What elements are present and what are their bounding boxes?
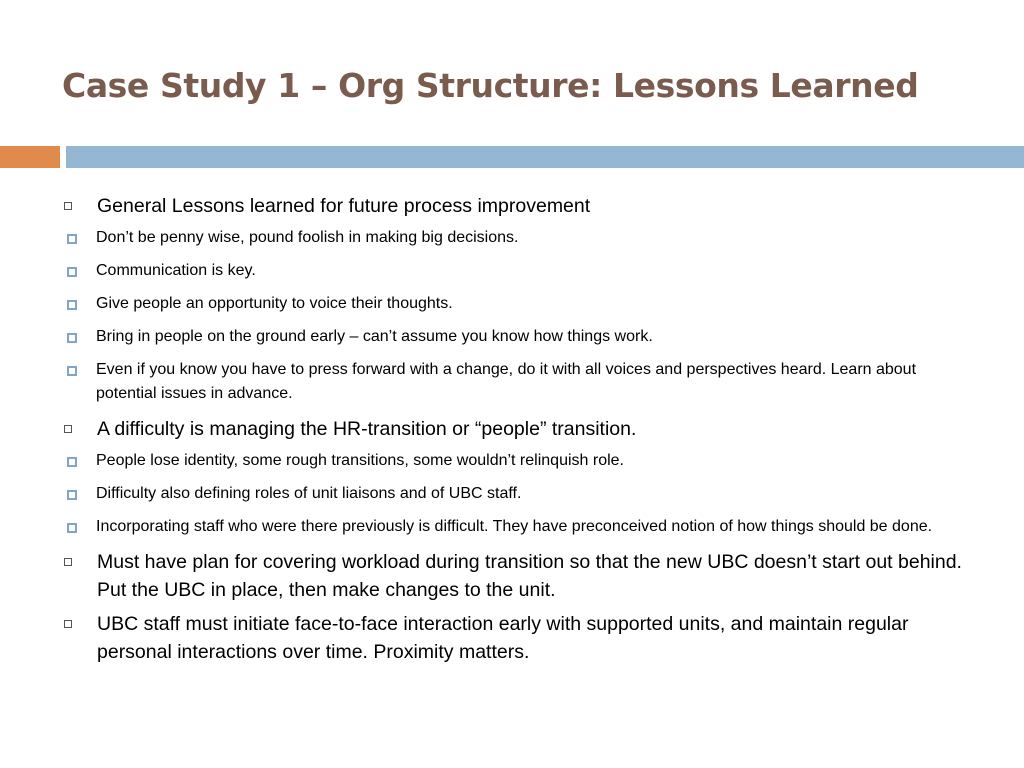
sub-bullet-item — [60, 259, 972, 283]
square-bullet-icon — [67, 366, 77, 376]
square-bullet-icon — [67, 457, 77, 467]
hollow-square-bullet-icon — [64, 202, 72, 210]
square-bullet-icon — [67, 333, 77, 343]
sub-bullet-text: Bring in people on the ground early – can’t assume you know how things work. — [96, 328, 653, 345]
bullet-item — [60, 192, 972, 220]
bullet-item — [60, 548, 972, 604]
sub-bullet-item — [60, 515, 972, 539]
sub-bullet-item — [60, 358, 972, 406]
slide-title: Case Study 1 – Org Structure: Lessons Learned — [62, 66, 919, 105]
sub-bullet-text: Even if you know you have to press forward with a change, do it with all voices and perspectives heard. Learn about potential issues in advance. — [96, 361, 917, 402]
square-bullet-icon — [67, 234, 77, 244]
hollow-square-bullet-icon — [64, 620, 72, 628]
sub-bullet-text: Incorporating staff who were there previously is difficult. They have preconceived notion of how things should be done. — [96, 518, 933, 535]
sub-bullet-item — [60, 325, 972, 349]
accent-bar-blue — [66, 146, 1024, 168]
hollow-square-bullet-icon — [64, 558, 72, 566]
bullet-text: UBC staff must initiate face-to-face interaction early with supported units, and maintain regular personal interactions over time. Proximity matters. — [97, 613, 909, 663]
hollow-square-bullet-icon — [64, 425, 72, 433]
sub-bullet-item — [60, 292, 972, 316]
sub-bullet-item — [60, 449, 972, 473]
sub-bullet-list — [60, 226, 972, 406]
sub-bullet-list — [60, 449, 972, 539]
square-bullet-icon — [67, 300, 77, 310]
square-bullet-icon — [67, 490, 77, 500]
sub-bullet-item — [60, 226, 972, 250]
square-bullet-icon — [67, 523, 77, 533]
square-bullet-icon — [67, 267, 77, 277]
bullet-text: Must have plan for covering workload during transition so that the new UBC doesn’t start out behind. Put the UBC in place, then make changes to the unit. — [97, 551, 962, 601]
bullet-item — [60, 610, 972, 666]
sub-bullet-item — [60, 482, 972, 506]
bullet-text: A difficulty is managing the HR-transition or “people” transition. — [97, 418, 637, 440]
bullet-text: General Lessons learned for future process improvement — [97, 195, 591, 217]
bullet-item — [60, 415, 972, 443]
bullet-list — [60, 192, 972, 672]
sub-bullet-text: Give people an opportunity to voice their thoughts. — [96, 295, 453, 312]
sub-bullet-text: Difficulty also defining roles of unit liaisons and of UBC staff. — [96, 485, 522, 502]
sub-bullet-text: Communication is key. — [96, 262, 256, 279]
sub-bullet-text: Don’t be penny wise, pound foolish in making big decisions. — [96, 229, 519, 246]
sub-bullet-text: People lose identity, some rough transitions, some wouldn’t relinquish role. — [96, 452, 624, 469]
accent-bar-orange — [0, 146, 60, 168]
